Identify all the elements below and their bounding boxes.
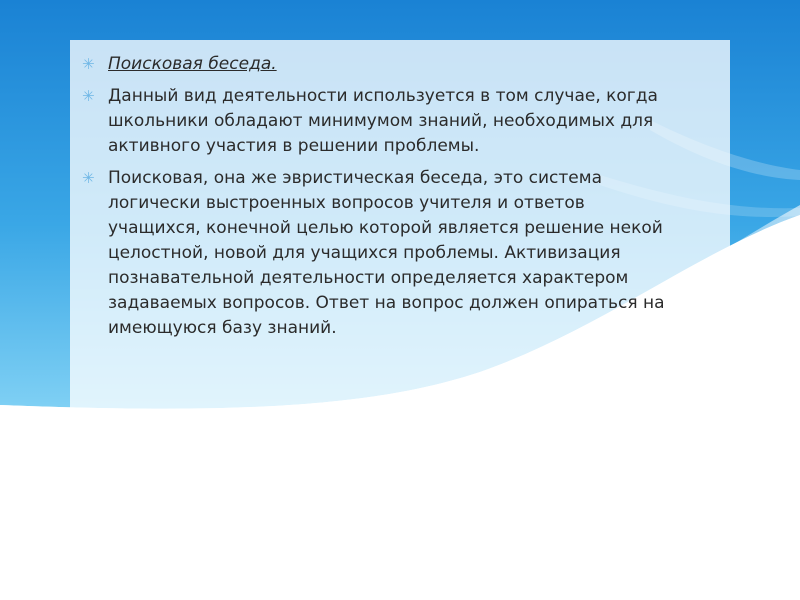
bullet-item xyxy=(80,166,720,341)
bullet-text: Поисковая, она же эвристическая беседа, это система логически выстроенных вопросов учителя и ответов учащихся, конечной целью которой является решение некой целостной, новой для учащихся проблемы. Активизация познавательной деятельности определяется характером задаваемых вопросов. Ответ на вопрос должен опираться на имеющуюся базу знаний. xyxy=(108,168,665,338)
bullet-star-icon: ✳ xyxy=(82,169,95,187)
bullet-item-heading xyxy=(80,52,720,77)
bullet-star-icon: ✳ xyxy=(82,87,95,105)
bullet-item xyxy=(80,84,720,159)
bullet-star-icon: ✳ xyxy=(82,55,95,73)
bullet-text: Данный вид деятельности используется в том случае, когда школьники обладают минимумом знаний, необходимых для активного участия в решении проблемы. xyxy=(108,86,658,156)
content-area xyxy=(80,52,720,348)
bullet-text: Поисковая беседа. xyxy=(108,54,277,74)
